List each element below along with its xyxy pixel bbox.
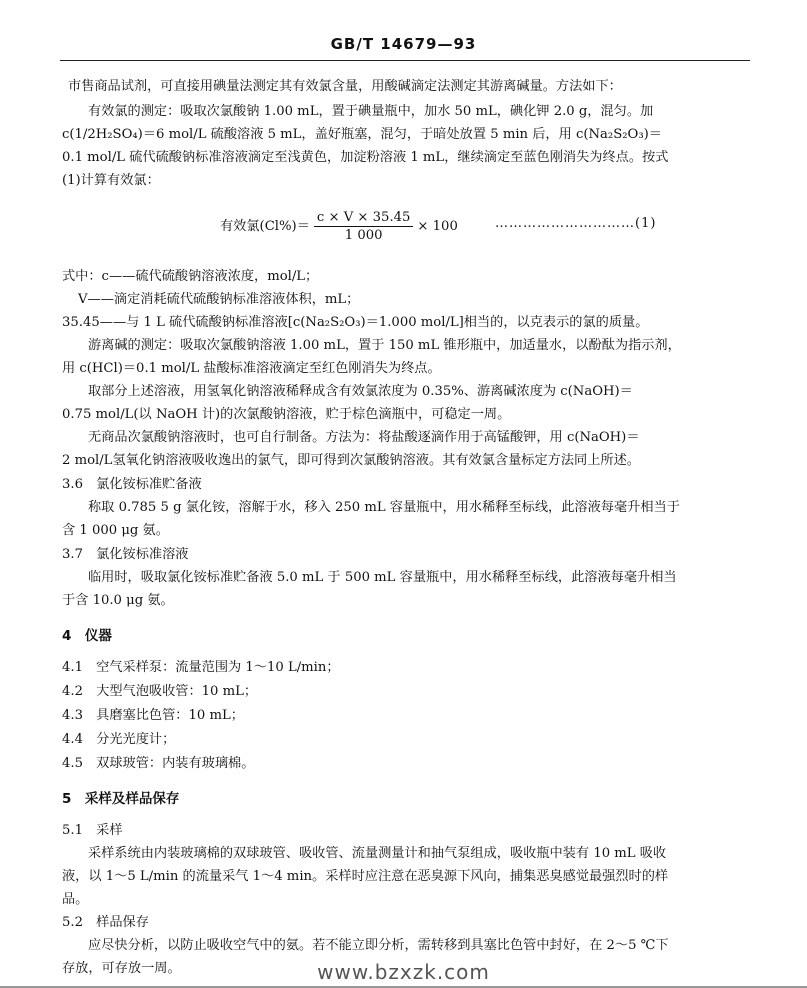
watermark-url: www.bzxzk.com — [317, 960, 490, 984]
formula-lhs: 有效氯(Cl%)＝ — [220, 219, 310, 234]
text-line: 游离碱的测定：吸取次氯酸钠溶液 1.00 mL，置于 150 mL 锥形瓶中，加适量水，以酚酞为指示剂， — [88, 338, 681, 353]
text-line: 采样系统由内装玻璃棉的双球玻管、吸收管、流量测量计和抽气泵组成，吸收瓶中装有 10 mL 吸收 — [88, 846, 667, 861]
formula-rhs: × 100 — [417, 219, 458, 234]
section-heading: 5 采样及样品保存 — [62, 791, 180, 807]
text-line: 式中：c——硫代硫酸钠溶液浓度，mol/L； — [62, 269, 319, 284]
text-line: 5.2 样品保存 — [62, 915, 149, 930]
text-line: c(1/2H₂SO₄)＝6 mol/L 硫酸溶液 5 mL，盖好瓶塞，混匀，于暗处放置 5 min 后，用 c(Na₂S₂O₃)＝ — [62, 127, 662, 142]
text-line: (1)计算有效氯： — [62, 173, 160, 188]
header-rule — [60, 60, 750, 61]
text-line: 称取 0.785 5 g 氯化铵，溶解于水，移入 250 mL 容量瓶中，用水稀释至标线，此溶液每毫升相当于 — [88, 500, 680, 515]
formula-numerator: c × V × 35.45 — [314, 210, 414, 227]
text-line: 应尽快分析，以防止吸收空气中的氨。若不能立即分析，需转移到具塞比色管中封好，在 2～5 ℃下 — [88, 938, 669, 953]
text-line: 存放，可存放一周。 — [62, 961, 181, 976]
text-line: 4.3 具磨塞比色管：10 mL； — [62, 708, 244, 723]
text-line: 含 1 000 μg 氨。 — [62, 523, 169, 538]
page-header: GB/T 14679—93 — [330, 35, 477, 53]
formula-1 — [220, 210, 458, 243]
text-line: 有效氯的测定：吸取次氯酸钠 1.00 mL，置于碘量瓶中，加水 50 mL，碘化钾 2.0 g，混匀。加 — [88, 104, 654, 119]
text-line: 无商品次氯酸钠溶液时，也可自行制备。方法为：将盐酸逐滴作用于高锰酸钾，用 c(NaOH)＝ — [88, 430, 640, 445]
text-line: 4.1 空气采样泵：流量范围为 1～10 L/min； — [62, 660, 340, 675]
text-line: 5.1 采样 — [62, 823, 123, 838]
text-line: 临用时，吸取氯化铵标准贮备液 5.0 mL 于 500 mL 容量瓶中，用水稀释至标线，此溶液每毫升相当 — [88, 570, 677, 585]
text-line: 取部分上述溶液，用氢氧化钠溶液稀释成含有效氯浓度为 0.35%、游离碱浓度为 c(NaOH)＝ — [88, 384, 633, 399]
text-line: 0.1 mol/L 硫代硫酸钠标准溶液滴定至浅黄色，加淀粉溶液 1 mL，继续滴定至蓝色刚消失为终点。按式 — [62, 150, 669, 165]
text-line: 4.5 双球玻管：内装有玻璃棉。 — [62, 756, 255, 771]
text-line: 4.2 大型气泡吸收管：10 mL； — [62, 684, 258, 699]
text-line: 品。 — [62, 892, 89, 907]
text-line: 市售商品试剂，可直接用碘量法测定其有效氯含量，用酸碱滴定法测定其游离碱量。方法如下： — [68, 79, 622, 94]
text-line: 2 mol/L氢氧化钠溶液吸收逸出的氯气，即可得到次氯酸钠溶液。其有效氯含量标定方法同上所述。 — [62, 453, 640, 468]
text-line: 0.75 mol/L(以 NaOH 计)的次氯酸钠溶液，贮于棕色滴瓶中，可稳定一周。 — [62, 407, 511, 422]
text-line: 于含 10.0 μg 氨。 — [62, 593, 174, 608]
text-line: 3.7 氯化铵标准溶液 — [62, 547, 189, 562]
text-line: 用 c(HCl)＝0.1 mol/L 盐酸标准溶液滴定至红色刚消失为终点。 — [62, 361, 441, 376]
text-line: 3.6 氯化铵标准贮备液 — [62, 477, 202, 492]
text-line: 35.45——与 1 L 硫代硫酸钠标准溶液[c(Na₂S₂O₃)＝1.000 mol/L]相当的，以克表示的氯的质量。 — [62, 315, 649, 330]
section-heading: 4 仪器 — [62, 628, 112, 644]
equation-number: …………………………(1) — [495, 216, 657, 231]
text-line: 4.4 分光光度计； — [62, 732, 176, 747]
formula-fraction — [314, 210, 414, 243]
text-line: 液，以 1～5 L/min 的流量采气 1～4 min。采样时应注意在恶臭源下风向，捕集恶臭感觉最强烈时的样 — [62, 869, 669, 884]
text-line: V——滴定消耗硫代硫酸钠标准溶液体积，mL； — [78, 292, 360, 307]
formula-denominator: 1 000 — [344, 228, 383, 243]
